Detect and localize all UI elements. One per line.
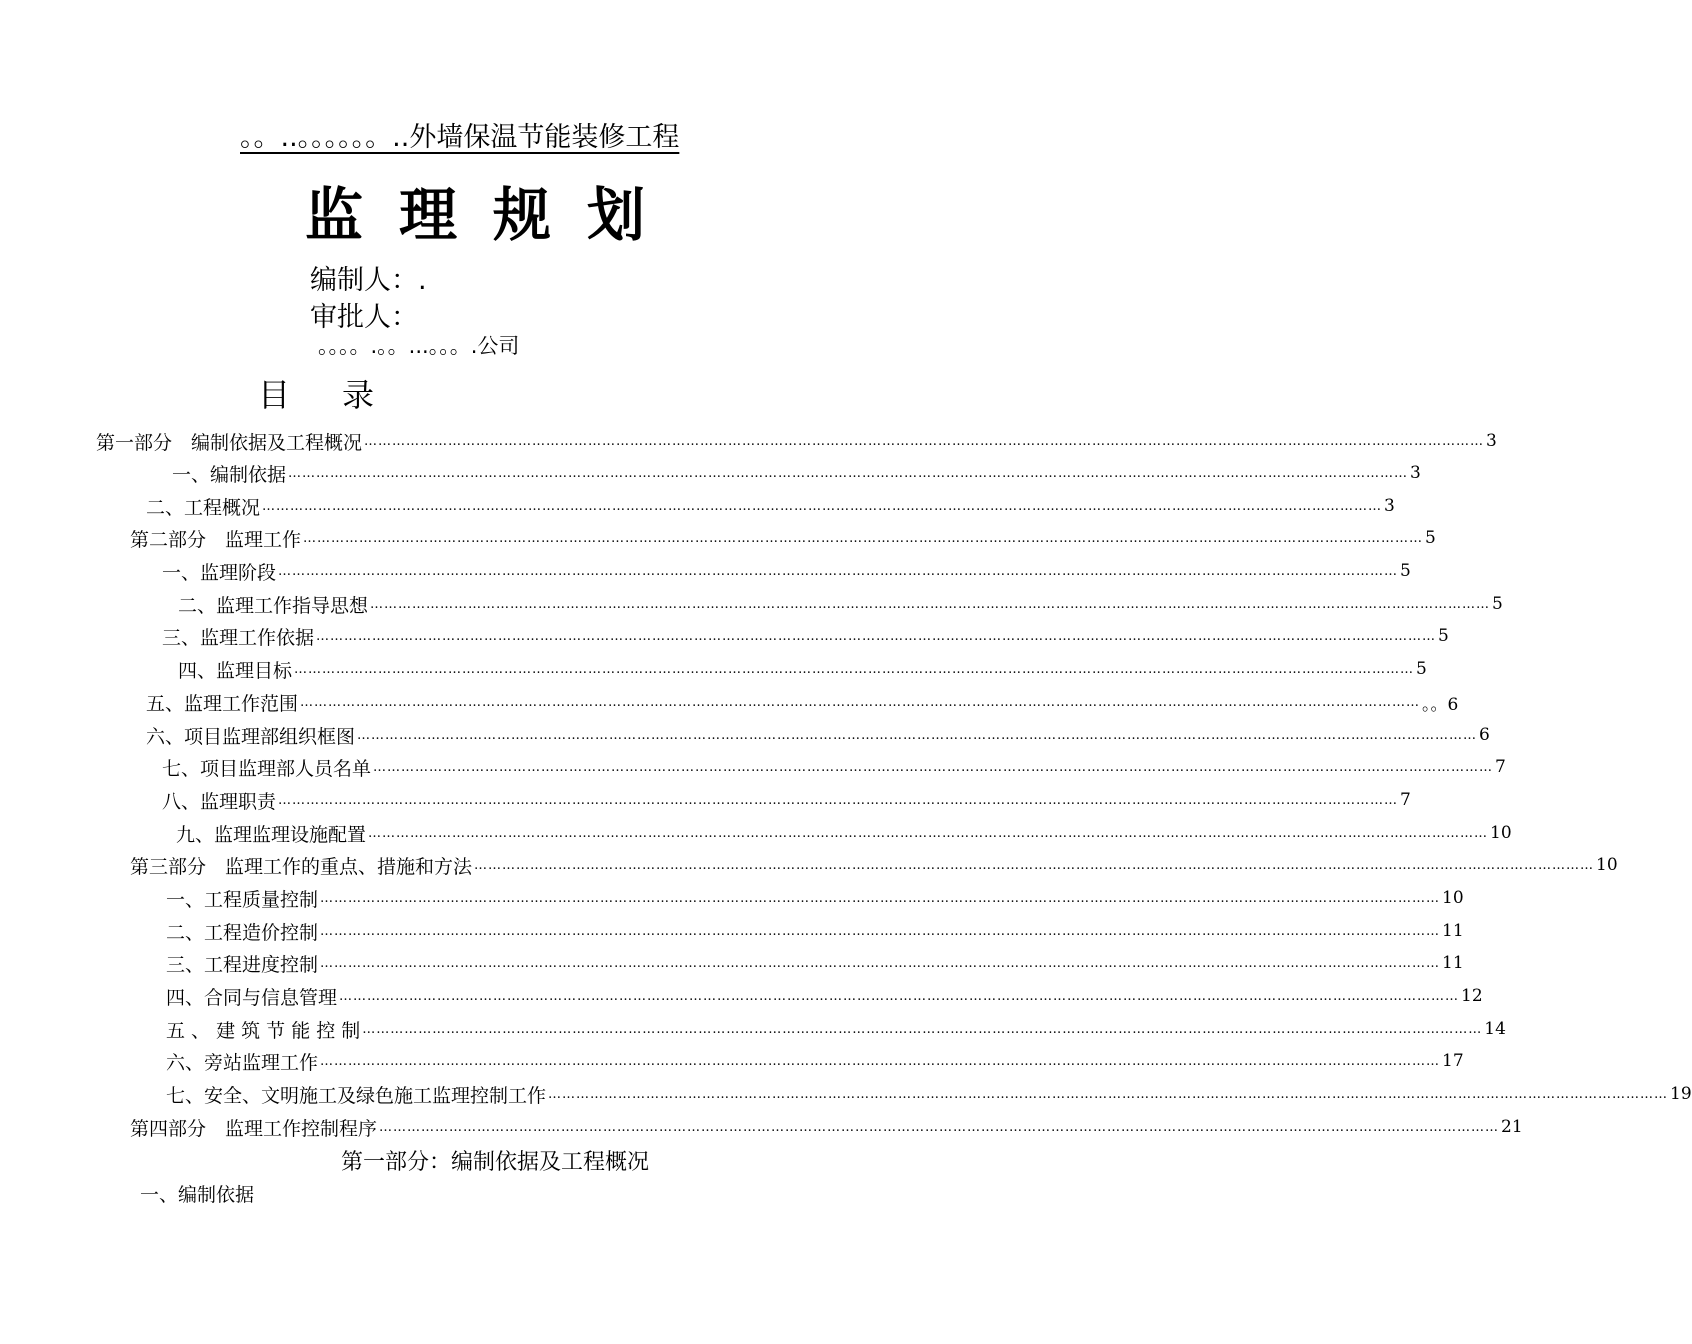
toc-item-page: 11 xyxy=(1442,953,1464,973)
section-title: 第一部分：编制依据及工程概况 xyxy=(340,1150,649,1175)
toc-item-label: 七、安全、文明施工及绿色施工监理控制工作 xyxy=(166,1084,547,1107)
toc-item-page: 10 xyxy=(1442,888,1464,908)
toc-item-page: 10 xyxy=(1490,823,1512,843)
toc-item-label: 九、监理监理设施配置 xyxy=(176,823,367,846)
toc-item-label: 第一部分 编制依据及工程概况 xyxy=(96,431,363,454)
toc-item xyxy=(176,818,1512,848)
toc-item xyxy=(166,883,1464,913)
toc-item xyxy=(162,621,1449,651)
toc-item-page: 3 xyxy=(1384,496,1395,516)
toc-item-label: 第二部分 监理工作 xyxy=(130,528,302,551)
toc-item-page: 14 xyxy=(1484,1019,1506,1039)
main-title: 监理规划 xyxy=(304,181,681,249)
toc-item xyxy=(172,458,1421,488)
toc-item-page: 11 xyxy=(1442,921,1464,941)
toc-leader-dots: …………………………………………………………………………………………………………………………………………………………………………………………………………………… xyxy=(368,825,1489,841)
company-name: 。。。。.。。...。。。.公司 xyxy=(318,334,520,358)
project-title: 。。..。。。。。。..外墙保温节能装修工程 xyxy=(240,122,680,153)
toc-item xyxy=(146,687,1459,717)
toc-leader-dots: …………………………………………………………………………………………………………………………………………………………………………………………………………………… xyxy=(300,694,1421,710)
toc-leader-dots: …………………………………………………………………………………………………………………………………………………………………………………………………………………… xyxy=(288,465,1409,481)
toc-item xyxy=(166,916,1464,946)
toc-item-label: 六、项目监理部组织框图 xyxy=(146,725,356,748)
approver-label: 审批人： xyxy=(310,302,418,333)
toc-item-label: 第三部分 监理工作的重点、措施和方法 xyxy=(130,855,473,878)
toc-item-label: 四、监理目标 xyxy=(178,659,293,682)
toc-item xyxy=(178,589,1503,619)
toc-item-page: 5 xyxy=(1400,561,1411,581)
toc-leader-dots: …………………………………………………………………………………………………………………………………………………………………………………………………………………… xyxy=(278,563,1399,579)
toc-leader-dots: …………………………………………………………………………………………………………………………………………………………………………………………………………………… xyxy=(548,1086,1669,1102)
toc-item-page: 。。6 xyxy=(1422,694,1459,715)
toc-item-page: 5 xyxy=(1492,594,1503,614)
toc-item-page: 17 xyxy=(1442,1051,1464,1071)
toc-item xyxy=(96,426,1497,456)
toc-item-page: 3 xyxy=(1410,463,1421,483)
toc-title: 目录 xyxy=(258,376,427,414)
toc-item-label: 四、合同与信息管理 xyxy=(166,986,338,1009)
toc-leader-dots: …………………………………………………………………………………………………………………………………………………………………………………………………………………… xyxy=(320,955,1441,971)
toc-leader-dots: …………………………………………………………………………………………………………………………………………………………………………………………………………………… xyxy=(474,857,1595,873)
toc-item-page: 7 xyxy=(1400,790,1411,810)
toc-leader-dots: …………………………………………………………………………………………………………………………………………………………………………………………………………………… xyxy=(294,661,1415,677)
toc-item-page: 19 xyxy=(1670,1084,1692,1104)
toc-item xyxy=(166,1079,1692,1109)
toc-item xyxy=(166,981,1483,1011)
toc-item xyxy=(146,720,1490,750)
toc-leader-dots: …………………………………………………………………………………………………………………………………………………………………………………………………………………… xyxy=(370,596,1491,612)
toc-item xyxy=(162,556,1411,586)
toc-item xyxy=(166,1046,1464,1076)
toc-item-label: 五 、 建 筑 节 能 控 制 xyxy=(166,1019,361,1042)
toc-leader-dots: …………………………………………………………………………………………………………………………………………………………………………………………………………………… xyxy=(278,792,1399,808)
toc-leader-dots: …………………………………………………………………………………………………………………………………………………………………………………………………………………… xyxy=(320,1053,1441,1069)
toc-item-label: 二、工程造价控制 xyxy=(166,921,319,944)
toc-item xyxy=(178,654,1427,684)
toc-leader-dots: …………………………………………………………………………………………………………………………………………………………………………………………………………………… xyxy=(364,433,1485,449)
toc-leader-dots: …………………………………………………………………………………………………………………………………………………………………………………………………………………… xyxy=(339,988,1460,1004)
toc-item-page: 5 xyxy=(1416,659,1427,679)
toc-item-label: 一、编制依据 xyxy=(172,463,287,486)
toc-leader-dots: …………………………………………………………………………………………………………………………………………………………………………………………………………………… xyxy=(379,1119,1500,1135)
toc-item xyxy=(162,752,1506,782)
toc-item-page: 3 xyxy=(1486,431,1497,451)
toc-item-label: 三、监理工作依据 xyxy=(162,626,315,649)
toc-item-label: 二、工程概况 xyxy=(146,496,261,519)
toc-item xyxy=(166,1014,1506,1044)
toc-item-page: 7 xyxy=(1495,757,1506,777)
toc-item xyxy=(130,1112,1523,1142)
toc-leader-dots: …………………………………………………………………………………………………………………………………………………………………………………………………………………… xyxy=(362,1021,1483,1037)
toc-item-label: 八、监理职责 xyxy=(162,790,277,813)
toc-item-page: 10 xyxy=(1596,855,1618,875)
toc-item-page: 5 xyxy=(1438,626,1449,646)
subsection-title: 一、编制依据 xyxy=(140,1184,255,1206)
toc-leader-dots: …………………………………………………………………………………………………………………………………………………………………………………………………………………… xyxy=(373,759,1494,775)
toc-leader-dots: …………………………………………………………………………………………………………………………………………………………………………………………………………………… xyxy=(320,923,1441,939)
compiler-label: 编制人：. xyxy=(310,265,427,296)
toc-item-label: 三、工程进度控制 xyxy=(166,953,319,976)
toc-item-label: 一、工程质量控制 xyxy=(166,888,319,911)
toc-leader-dots: …………………………………………………………………………………………………………………………………………………………………………………………………………………… xyxy=(316,628,1437,644)
toc-item xyxy=(162,785,1411,815)
toc-item-label: 第四部分 监理工作控制程序 xyxy=(130,1117,378,1140)
toc-leader-dots: …………………………………………………………………………………………………………………………………………………………………………………………………………………… xyxy=(303,530,1424,546)
toc-item xyxy=(130,850,1618,880)
toc-item-page: 21 xyxy=(1501,1117,1523,1137)
toc-item xyxy=(166,948,1464,978)
toc-leader-dots: …………………………………………………………………………………………………………………………………………………………………………………………………………………… xyxy=(262,498,1383,514)
toc-item xyxy=(146,491,1395,521)
toc-leader-dots: …………………………………………………………………………………………………………………………………………………………………………………………………………………… xyxy=(357,727,1478,743)
toc-item-label: 一、监理阶段 xyxy=(162,561,277,584)
toc-item-page: 6 xyxy=(1479,725,1490,745)
toc-item-page: 12 xyxy=(1461,986,1483,1006)
toc-leader-dots: …………………………………………………………………………………………………………………………………………………………………………………………………………………… xyxy=(320,890,1441,906)
toc-item-label: 二、监理工作指导思想 xyxy=(178,594,369,617)
toc-item-label: 五、监理工作范围 xyxy=(146,692,299,715)
toc-item-page: 5 xyxy=(1425,528,1436,548)
toc-item xyxy=(130,523,1436,553)
toc-item-label: 七、项目监理部人员名单 xyxy=(162,757,372,780)
toc-item-label: 六、旁站监理工作 xyxy=(166,1051,319,1074)
